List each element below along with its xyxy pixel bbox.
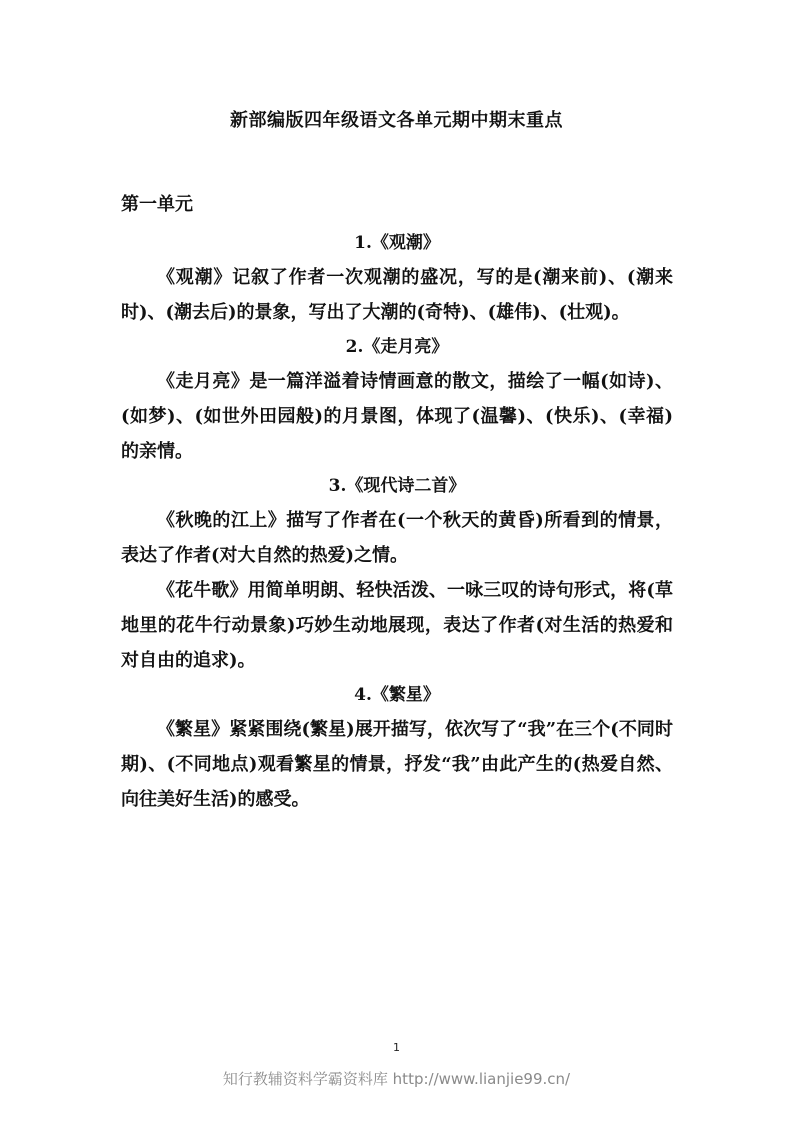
lesson-paragraph: 《花牛歌》用简单明朗、轻快活泼、一咏三叹的诗句形式，将(草地里的花牛行动景象)巧妙生动地展现，表达了作者(对生活的热爱和对自由的追求)。 — [121, 580, 673, 671]
lesson-title: 4.《繁星》 — [354, 685, 440, 705]
document-title: 新部编版四年级语文各单元期中期末重点 — [230, 110, 563, 131]
document-body — [121, 226, 673, 817]
lesson-paragraph: 《秋晚的江上》描写了作者在(一个秋天的黄昏)所看到的情景，表达了作者(对大自然的热爱)之情。 — [121, 510, 673, 566]
lesson-2 — [121, 330, 673, 469]
lesson-paragraph: 《走月亮》是一篇洋溢着诗情画意的散文，描绘了一幅(如诗)、(如梦)、(如世外田园般)的月景图，体现了(温馨)、(快乐)、(幸福)的亲情。 — [121, 371, 673, 462]
unit-heading: 第一单元 — [121, 194, 193, 215]
lesson-title: 3.《现代诗二首》 — [328, 476, 466, 496]
lesson-title: 1.《观潮》 — [354, 233, 440, 253]
footer-watermark: 知行教辅资料学霸资料库 http://www.lianjie99.cn/ — [222, 1070, 571, 1088]
lesson-paragraph: 《观潮》记叙了作者一次观潮的盛况，写的是(潮来前)、(潮来时)、(潮去后)的景象，写出了大潮的(奇特)、(雄伟)、(壮观)。 — [121, 267, 673, 323]
lesson-title: 2.《走月亮》 — [345, 337, 449, 357]
page-number: 1 — [393, 1041, 400, 1054]
lesson-1 — [121, 226, 673, 330]
lesson-paragraph: 《繁星》紧紧围绕(繁星)展开描写，依次写了“我”在三个(不同时期)、(不同地点)观看繁星的情景，抒发“我”由此产生的(热爱自然、向往美好生活)的感受。 — [121, 719, 673, 810]
lesson-4 — [121, 678, 673, 817]
lesson-3 — [121, 469, 673, 678]
